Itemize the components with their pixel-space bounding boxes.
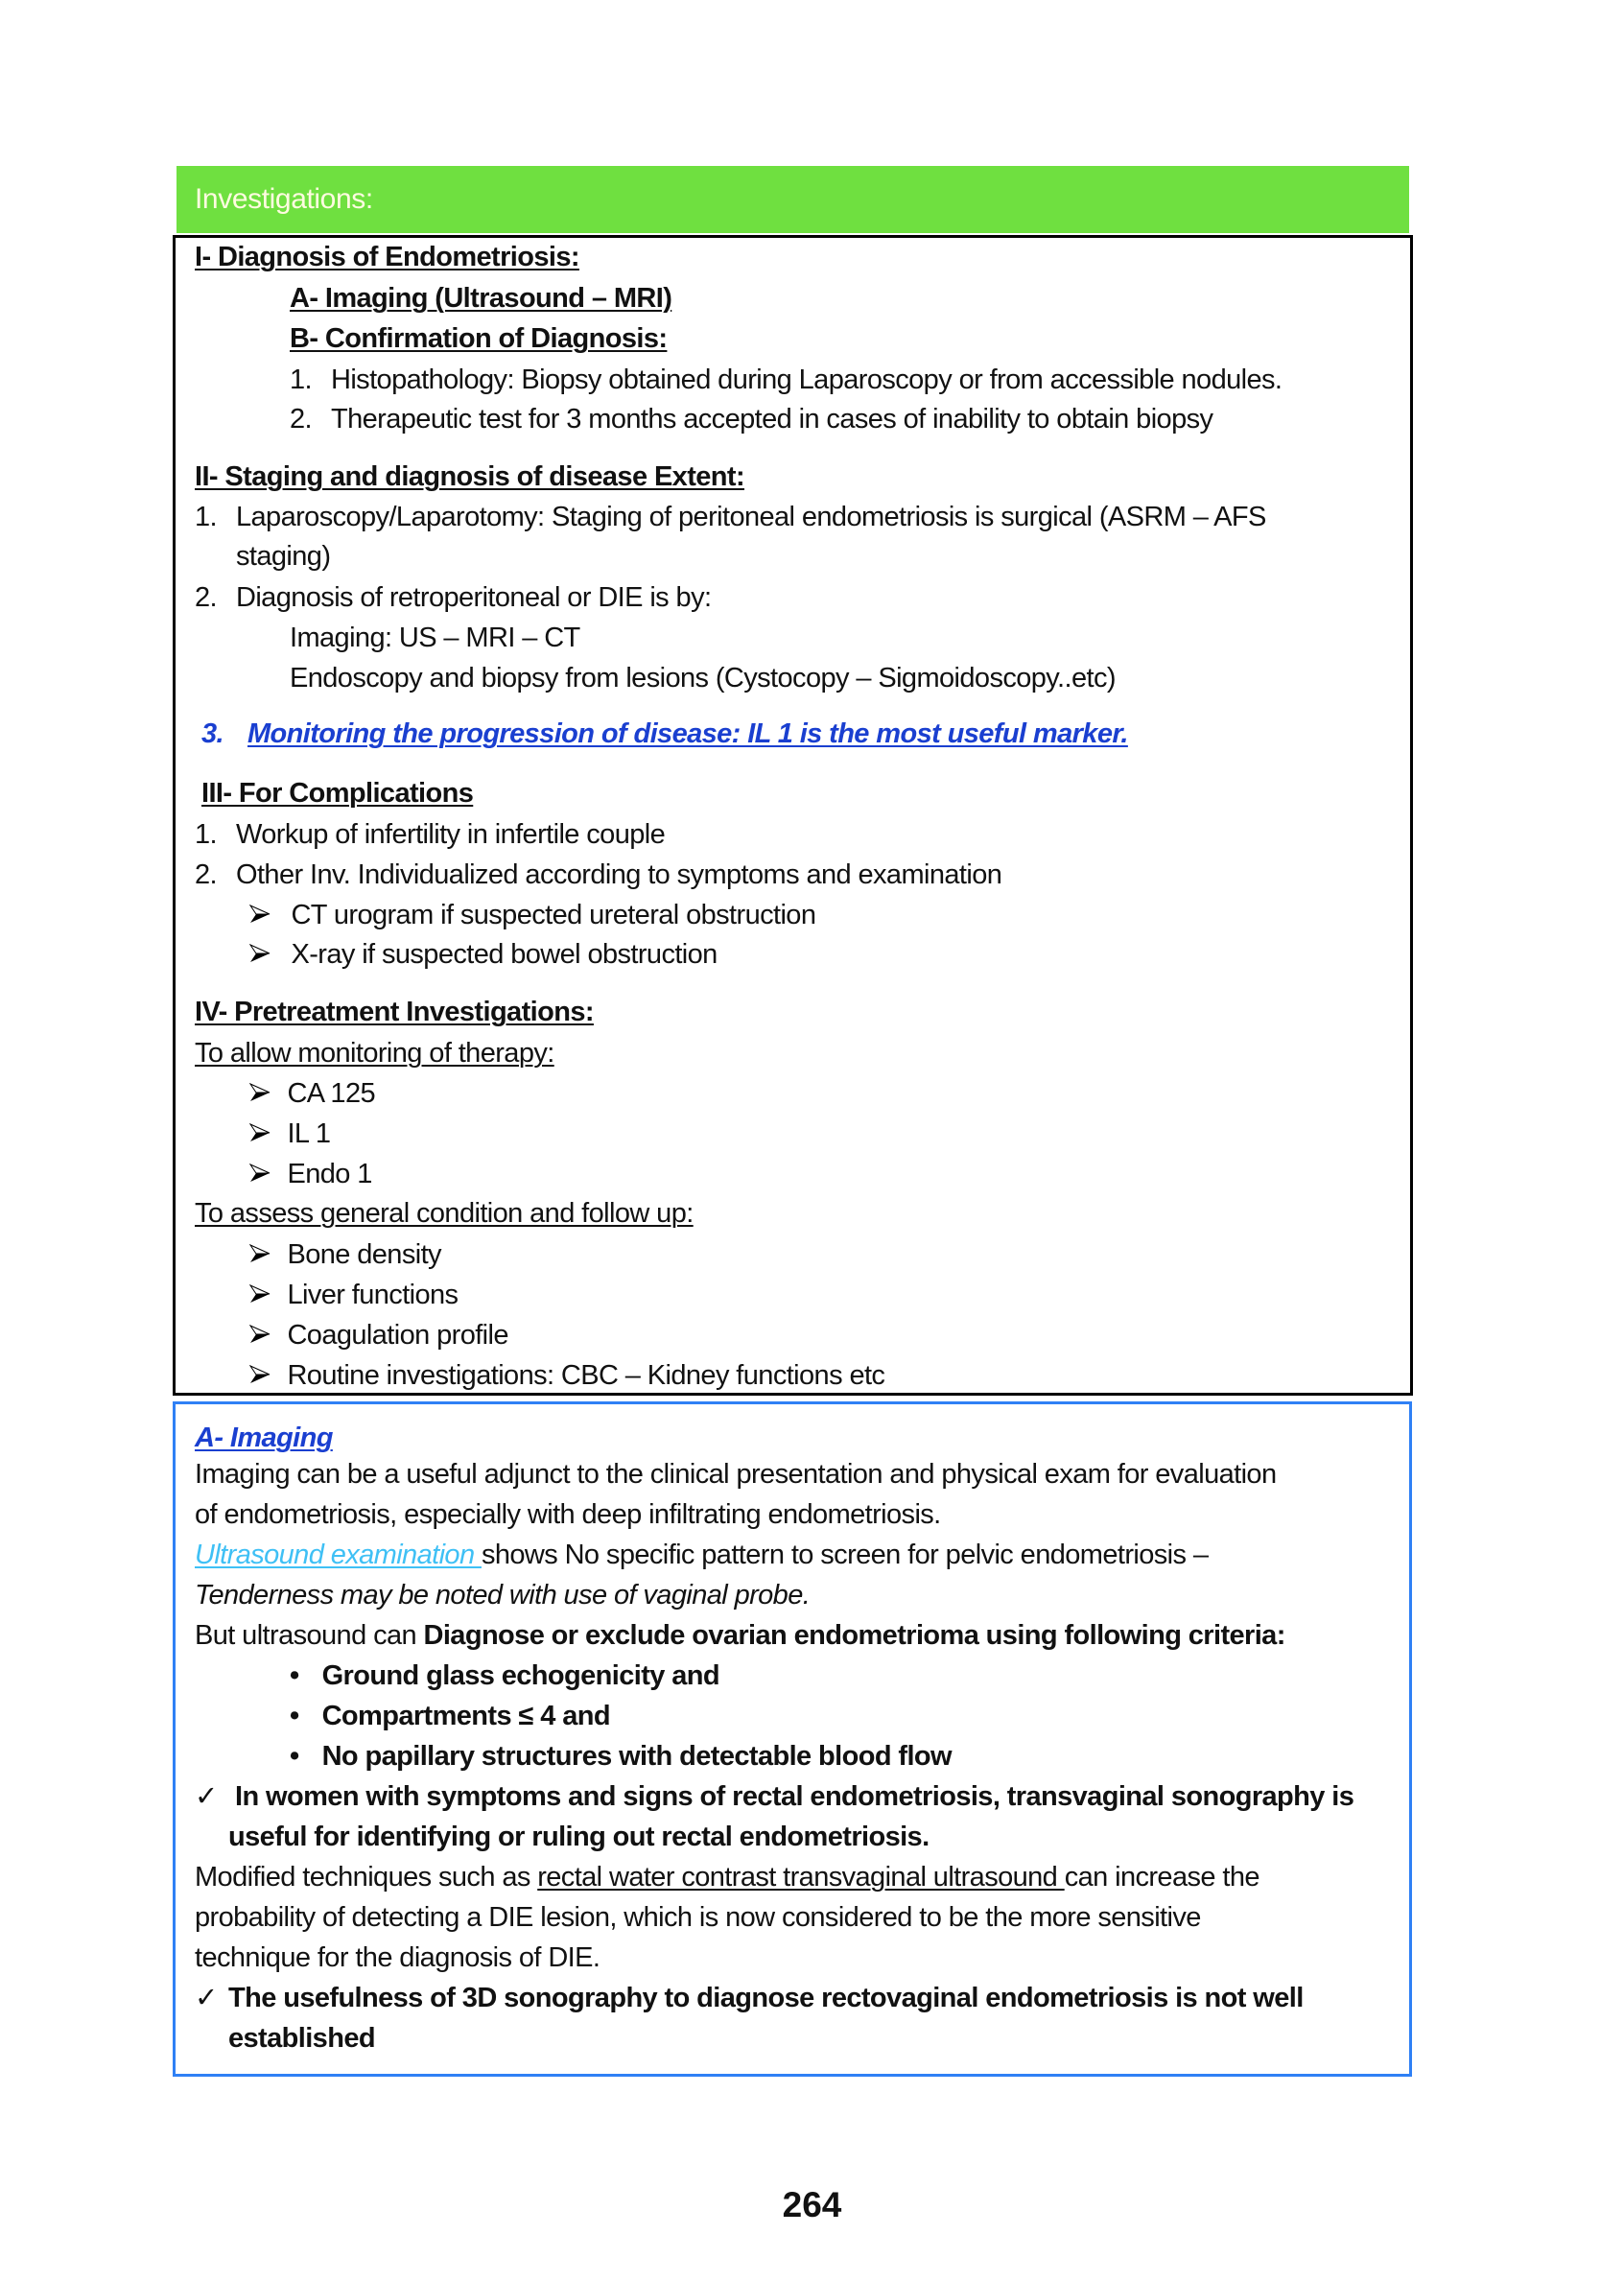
section2-heading: II- Staging and diagnosis of disease Extent: [195, 461, 745, 492]
section3-heading: III- For Complications [201, 778, 474, 809]
paragraph-line: Imaging can be a useful adjunct to the clinical presentation and physical exam for evaluation [195, 1459, 1277, 1490]
list-number: 2. [290, 404, 312, 435]
criteria-intro: Diagnose or exclude ovarian endometrioma using following criteria: [423, 1620, 1285, 1651]
bullet-icon: • [290, 1660, 299, 1691]
arrow-list-item [249, 1235, 441, 1275]
bullet-icon: • [290, 1741, 299, 1772]
paragraph-line: Tenderness may be noted with use of vaginal probe. [195, 1580, 811, 1611]
arrow-list-item [249, 934, 718, 975]
bullet-icon: • [290, 1701, 299, 1731]
but-text: But ultrasound can [195, 1620, 424, 1651]
arrow-bullet-icon [249, 905, 271, 924]
arrow-bullet-icon [249, 1164, 271, 1183]
checkmark-icon: ✓ [195, 1983, 218, 2013]
section-header-bar [177, 166, 1409, 233]
modified-text: Modified techniques such as [195, 1862, 538, 1893]
paragraph-line: technique for the diagnosis of DIE. [195, 1942, 600, 1973]
section1-heading: I- Diagnosis of Endometriosis: [195, 242, 579, 272]
rectal-water-contrast-link: rectal water contrast transvaginal ultrasound [537, 1862, 1065, 1893]
modified-text: can increase the [1064, 1862, 1259, 1893]
list-number: 2. [195, 859, 217, 890]
imaging-heading: A- Imaging [195, 1423, 333, 1453]
arrow-item-text: Endo 1 [287, 1159, 372, 1189]
arrow-item-text: Bone density [287, 1239, 441, 1270]
general-label: To assess general condition and follow up: [195, 1198, 694, 1229]
check-item-line: In women with symptoms and signs of rectal endometriosis, transvaginal sonography is [235, 1781, 1354, 1812]
checkmark-icon: ✓ [195, 1781, 218, 1812]
list-subitem: Imaging: US – MRI – CT [290, 623, 580, 653]
bullet-text: No papillary structures with detectable blood flow [321, 1741, 952, 1772]
bullet-item [290, 1736, 952, 1776]
arrow-bullet-icon [249, 1244, 271, 1263]
arrow-item-text: IL 1 [287, 1118, 331, 1149]
arrow-bullet-icon [249, 1365, 271, 1384]
list-item: Workup of infertility in infertile couple [236, 819, 666, 850]
arrow-item-text: Liver functions [287, 1280, 459, 1310]
arrow-item-text: Routine investigations: CBC – Kidney functions etc [287, 1360, 885, 1391]
paragraph-line [195, 1857, 1259, 1897]
arrow-bullet-icon [249, 1284, 271, 1304]
arrow-list-item [249, 1355, 884, 1396]
bullet-item [290, 1656, 719, 1696]
monitoring-label: To allow monitoring of therapy: [195, 1038, 554, 1069]
list-item: Therapeutic test for 3 months accepted in cases of inability to obtain biopsy [331, 404, 1213, 435]
arrow-bullet-icon [249, 1325, 271, 1344]
ultrasound-link[interactable]: Ultrasound examination [195, 1540, 482, 1570]
paragraph-line: probability of detecting a DIE lesion, which is now considered to be the more sensitive [195, 1902, 1201, 1933]
list-number: 2. [195, 582, 217, 613]
section1-sub-b: B- Confirmation of Diagnosis: [290, 323, 668, 354]
highlight-text: Monitoring the progression of disease: IL 1 is the most useful marker. [247, 718, 1128, 749]
check-item-line: useful for identifying or ruling out rectal endometriosis. [228, 1822, 930, 1852]
arrow-item-text: Coagulation profile [287, 1320, 508, 1351]
bullet-item [290, 1696, 610, 1736]
list-number: 1. [290, 364, 312, 395]
arrow-bullet-icon [249, 1083, 271, 1102]
bullet-text: Ground glass echogenicity and [321, 1660, 720, 1691]
list-item: Laparoscopy/Laparotomy: Staging of peritoneal endometriosis is surgical (ASRM – AFS [236, 502, 1266, 532]
list-item: Histopathology: Biopsy obtained during Laparoscopy or from accessible nodules. [331, 364, 1283, 395]
arrow-bullet-icon [249, 944, 271, 963]
arrow-list-item [249, 1114, 330, 1154]
ultrasound-text: shows No specific pattern to screen for pelvic endometriosis – [481, 1540, 1209, 1570]
arrow-item-text: X-ray if suspected bowel obstruction [291, 939, 718, 970]
paragraph-line [195, 1615, 1285, 1656]
paragraph-line: of endometriosis, especially with deep infiltrating endometriosis. [195, 1499, 941, 1530]
paragraph-line [195, 1535, 1208, 1575]
arrow-item-text: CT urogram if suspected ureteral obstruction [291, 900, 816, 930]
arrow-list-item [249, 895, 815, 935]
check-item-line: The usefulness of 3D sonography to diagnose rectovaginal endometriosis is not well [228, 1983, 1304, 2013]
arrow-list-item [249, 1275, 458, 1315]
arrow-list-item [249, 1315, 508, 1355]
section4-heading: IV- Pretreatment Investigations: [195, 997, 594, 1027]
section-title: Investigations: [195, 183, 373, 215]
list-subitem: Endoscopy and biopsy from lesions (Cystocopy – Sigmoidoscopy..etc) [290, 663, 1116, 694]
list-item-continuation: staging) [236, 541, 331, 572]
highlight-number: 3. [201, 718, 224, 749]
section1-sub-a: A- Imaging (Ultrasound – MRI) [290, 283, 672, 314]
list-number: 1. [195, 819, 217, 850]
bullet-text: Compartments ≤ 4 and [321, 1701, 610, 1731]
arrow-list-item [249, 1073, 375, 1114]
list-item: Other Inv. Individualized according to symptoms and examination [236, 859, 1002, 890]
list-item: Diagnosis of retroperitoneal or DIE is by: [236, 582, 712, 613]
arrow-bullet-icon [249, 1123, 271, 1142]
arrow-list-item [249, 1154, 372, 1194]
page-number: 264 [782, 2185, 842, 2224]
check-item-line: established [228, 2023, 375, 2054]
list-number: 1. [195, 502, 217, 532]
arrow-item-text: CA 125 [287, 1078, 375, 1109]
